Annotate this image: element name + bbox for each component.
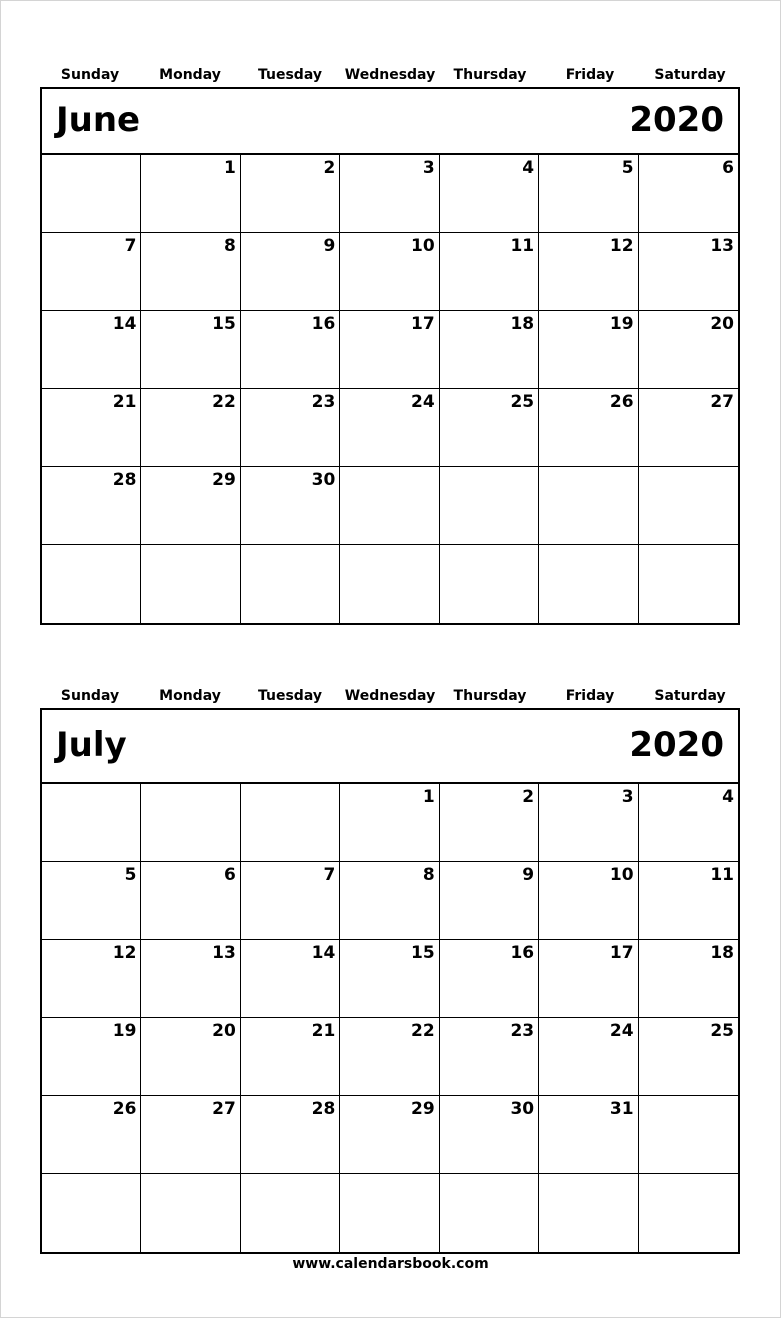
day-number: 4 [522, 158, 535, 178]
day-cell [241, 1018, 340, 1096]
day-cell [42, 1018, 141, 1096]
day-cell [340, 545, 439, 623]
day-number: 23 [510, 1021, 535, 1041]
day-cell [141, 233, 240, 311]
day-number: 1 [224, 158, 236, 178]
day-cell [539, 1018, 638, 1096]
day-cell [141, 784, 240, 862]
day-cell [42, 155, 141, 233]
day-cell [141, 389, 240, 467]
day-number: 2 [522, 787, 535, 807]
day-cell [241, 545, 340, 623]
day-number: 16 [510, 943, 535, 963]
day-cell [141, 1096, 240, 1174]
day-number: 29 [411, 1099, 435, 1119]
day-cell [539, 155, 638, 233]
day-cell [639, 467, 738, 545]
day-number: 3 [422, 158, 435, 178]
day-cell [141, 862, 240, 940]
day-number: 12 [609, 236, 634, 256]
day-number: 22 [212, 392, 236, 412]
day-number: 25 [710, 1021, 734, 1041]
day-grid [42, 784, 738, 1252]
day-number: 9 [522, 865, 535, 885]
day-cell [539, 467, 638, 545]
day-number: 15 [212, 314, 236, 334]
year-label: 2020 [629, 725, 724, 766]
day-number: 20 [212, 1021, 236, 1041]
day-number: 19 [609, 314, 634, 334]
day-cell [340, 311, 439, 389]
day-cell [141, 311, 240, 389]
day-number: 29 [212, 470, 236, 490]
day-cell [42, 545, 141, 623]
day-cell [639, 389, 738, 467]
day-number: 18 [510, 314, 535, 334]
day-number: 23 [311, 392, 336, 412]
day-cell [539, 1096, 638, 1174]
day-number: 10 [411, 236, 435, 256]
day-cell [141, 545, 240, 623]
day-number: 17 [609, 943, 634, 963]
day-number: 2 [323, 158, 336, 178]
day-cell [639, 784, 738, 862]
month-header [42, 89, 738, 155]
weekday-label: Monday [159, 67, 221, 83]
day-cell [440, 862, 539, 940]
day-number: 5 [621, 158, 634, 178]
day-cell [141, 940, 240, 1018]
day-cell [340, 233, 439, 311]
calendar-july [40, 684, 740, 1254]
day-cell [241, 467, 340, 545]
day-cell [639, 1174, 738, 1252]
day-number: 11 [710, 865, 734, 885]
weekday-label: Tuesday [258, 688, 322, 704]
day-number: 8 [224, 236, 236, 256]
day-cell [440, 1096, 539, 1174]
day-number: 7 [323, 865, 336, 885]
day-cell [241, 1174, 340, 1252]
day-cell [42, 940, 141, 1018]
day-cell [539, 940, 638, 1018]
weekday-label: Saturday [654, 688, 726, 704]
day-cell [340, 784, 439, 862]
footer-website: www.calendarsbook.com [292, 1256, 489, 1272]
day-number: 13 [710, 236, 734, 256]
day-cell [639, 862, 738, 940]
day-cell [241, 389, 340, 467]
day-cell [340, 1018, 439, 1096]
day-cell [141, 1018, 240, 1096]
day-cell [340, 389, 439, 467]
day-number: 13 [212, 943, 236, 963]
day-cell [340, 1096, 439, 1174]
day-cell [241, 1096, 340, 1174]
day-number: 8 [422, 865, 435, 885]
day-number: 30 [311, 470, 336, 490]
calendar-box [40, 708, 740, 1254]
month-header [42, 710, 738, 784]
day-number: 19 [112, 1021, 137, 1041]
day-cell [639, 233, 738, 311]
day-number: 5 [124, 865, 137, 885]
day-number: 12 [112, 943, 137, 963]
day-cell [241, 940, 340, 1018]
day-number: 31 [609, 1099, 634, 1119]
day-number: 10 [609, 865, 634, 885]
day-cell [440, 1174, 539, 1252]
day-cell [340, 1174, 439, 1252]
weekday-label: Saturday [654, 67, 726, 83]
day-cell [241, 155, 340, 233]
day-cell [42, 784, 141, 862]
day-number: 27 [212, 1099, 236, 1119]
day-cell [42, 467, 141, 545]
day-cell [539, 545, 638, 623]
day-number: 24 [411, 392, 435, 412]
month-name: June [56, 100, 141, 141]
weekday-label: Sunday [60, 67, 120, 83]
weekday-header-row [40, 63, 740, 87]
weekday-label: Monday [159, 688, 221, 704]
day-cell [241, 233, 340, 311]
day-cell [42, 1174, 141, 1252]
day-grid [42, 155, 738, 623]
day-number: 25 [510, 392, 535, 412]
day-cell [340, 467, 439, 545]
day-number: 21 [311, 1021, 336, 1041]
day-cell [539, 311, 638, 389]
day-cell [241, 784, 340, 862]
day-cell [440, 311, 539, 389]
day-cell [42, 389, 141, 467]
day-cell [42, 233, 141, 311]
day-number: 20 [710, 314, 734, 334]
day-number: 6 [224, 865, 236, 885]
day-cell [440, 1018, 539, 1096]
day-number: 11 [510, 236, 535, 256]
day-number: 27 [710, 392, 734, 412]
day-cell [539, 1174, 638, 1252]
day-number: 16 [311, 314, 336, 334]
day-cell [440, 233, 539, 311]
day-cell [539, 862, 638, 940]
day-number: 15 [411, 943, 435, 963]
day-cell [42, 1096, 141, 1174]
day-cell [440, 940, 539, 1018]
weekday-label: Wednesday [344, 67, 436, 83]
day-cell [639, 1018, 738, 1096]
day-cell [340, 862, 439, 940]
day-number: 6 [722, 158, 734, 178]
day-cell [440, 389, 539, 467]
day-cell [42, 311, 141, 389]
day-cell [340, 940, 439, 1018]
day-cell [639, 545, 738, 623]
day-cell [241, 311, 340, 389]
day-number: 30 [510, 1099, 535, 1119]
day-cell [639, 311, 738, 389]
day-cell [440, 467, 539, 545]
day-cell [141, 467, 240, 545]
weekday-label: Thursday [453, 67, 527, 83]
day-number: 7 [124, 236, 137, 256]
day-cell [440, 545, 539, 623]
weekday-label: Sunday [60, 688, 120, 704]
day-cell [539, 233, 638, 311]
day-number: 1 [422, 787, 435, 807]
day-cell [42, 862, 141, 940]
day-cell [539, 389, 638, 467]
calendar-june [40, 63, 740, 625]
weekday-label: Thursday [453, 688, 527, 704]
day-number: 17 [411, 314, 435, 334]
day-number: 26 [609, 392, 634, 412]
day-number: 28 [112, 470, 137, 490]
day-cell [440, 784, 539, 862]
month-name: July [56, 725, 127, 766]
day-number: 9 [323, 236, 336, 256]
day-cell [539, 784, 638, 862]
day-number: 4 [722, 787, 734, 807]
weekday-label: Wednesday [344, 688, 436, 704]
day-number: 21 [112, 392, 137, 412]
day-cell [440, 155, 539, 233]
day-cell [639, 940, 738, 1018]
day-number: 18 [710, 943, 734, 963]
weekday-label: Tuesday [258, 67, 322, 83]
day-cell [340, 155, 439, 233]
day-number: 14 [112, 314, 137, 334]
weekday-header-row [40, 684, 740, 708]
year-label: 2020 [629, 100, 724, 141]
weekday-label: Friday [565, 688, 615, 704]
day-cell [241, 862, 340, 940]
day-cell [639, 1096, 738, 1174]
day-cell [639, 155, 738, 233]
day-number: 14 [311, 943, 336, 963]
day-number: 24 [609, 1021, 634, 1041]
weekday-label: Friday [565, 67, 615, 83]
calendar-box [40, 87, 740, 625]
day-number: 26 [112, 1099, 137, 1119]
day-cell [141, 1174, 240, 1252]
day-cell [141, 155, 240, 233]
day-number: 28 [311, 1099, 336, 1119]
day-number: 22 [411, 1021, 435, 1041]
day-number: 3 [621, 787, 634, 807]
